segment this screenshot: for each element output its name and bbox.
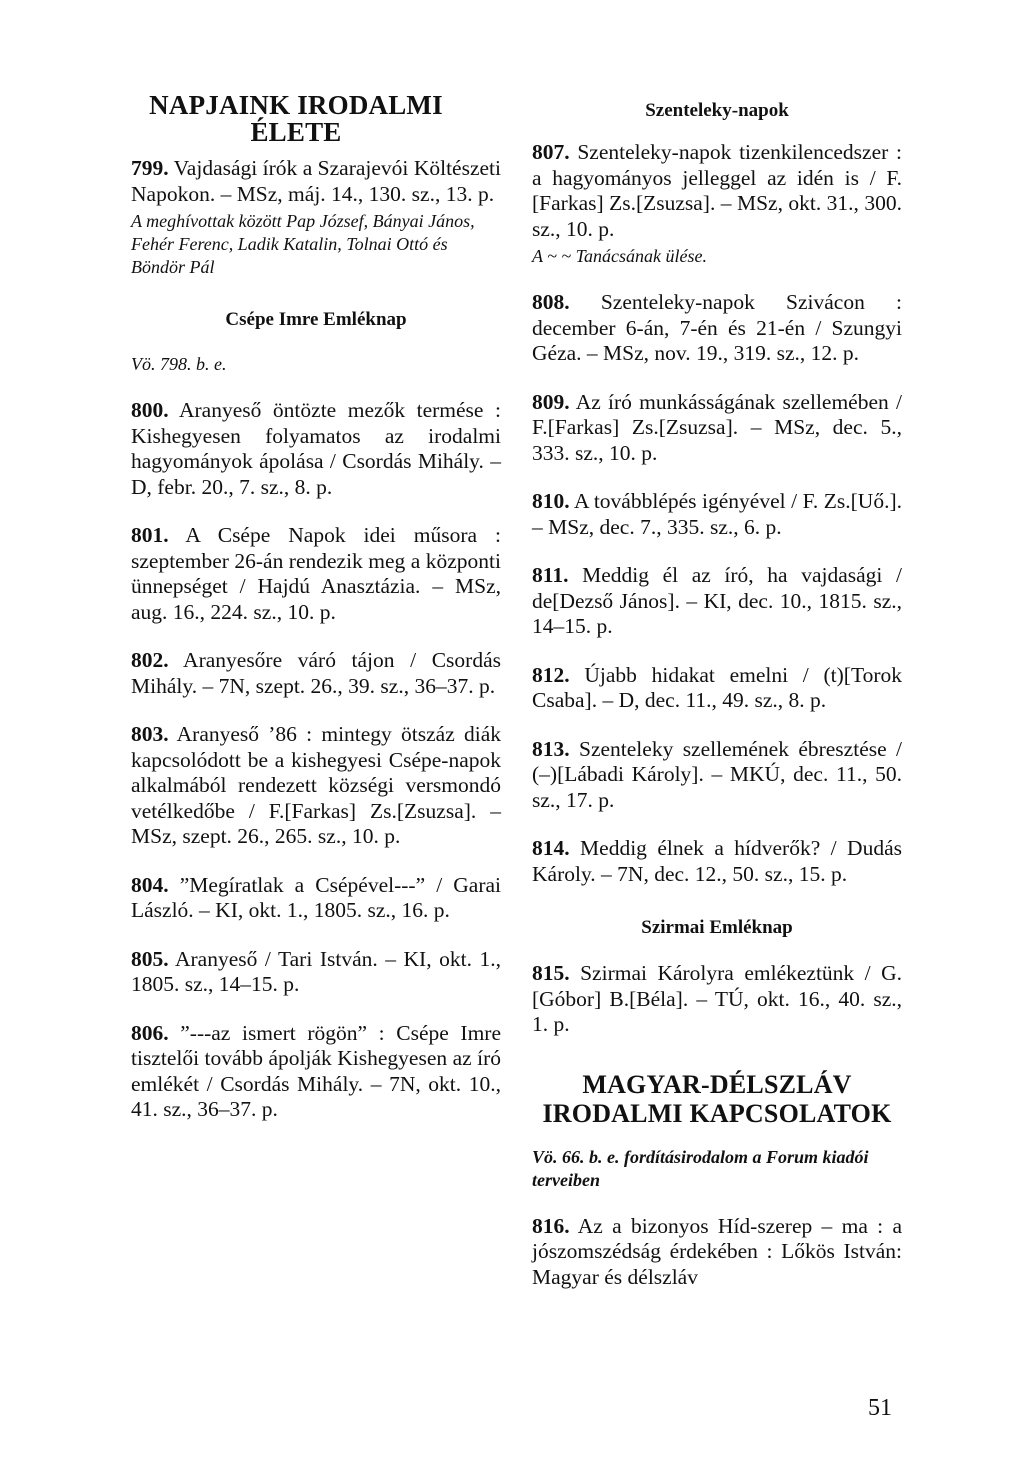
left-column xyxy=(131,92,501,1146)
subheading: Szenteleky-napok xyxy=(645,100,789,121)
entry-text: Szirmai Károlyra emlékeztünk / G.[Góbor] B.[Béla]. – TÚ, okt. 16., 40. sz., 1. p. xyxy=(532,961,902,1036)
entry-text: Vajdasági írók a Szarajevói Költészeti Napokon. – MSz, máj. 14., 130. sz., 13. p. xyxy=(131,156,501,206)
entry-text: Újabb hidakat emelni / (t)[Torok Csaba]. – D, dec. 11., 49. sz., 8. p. xyxy=(532,662,902,712)
entry-number: 803. xyxy=(131,722,169,746)
entry-809 xyxy=(532,390,902,467)
entry-814 xyxy=(532,836,902,887)
entry-text: Szenteleky szellemének ébresztése / (–)[Lábadi Károly]. – MKÚ, dec. 11., 50. sz., 17. p. xyxy=(532,736,902,812)
entry-text: Az a bizonyos Híd-szerep – ma : a jószomszédság érdekében : Lőkös István: Magyar és délszláv xyxy=(532,1213,902,1289)
entry-number: 800. xyxy=(131,398,169,422)
entry-800 xyxy=(131,398,501,500)
cross-reference: Vö. 798. b. e. xyxy=(131,354,227,374)
cross-reference: Vö. 66. b. e. fordításirodalom a Forum kiadói terveiben xyxy=(532,1146,869,1190)
entry-text: Aranyeső öntözte mezők termése : Kishegyesen folyamatos az irodalmi hagyományok ápolása / Csordás Mihály. – D, febr. 20., 7. sz., 8. p. xyxy=(131,398,501,499)
entry-799 xyxy=(131,156,501,207)
page-number: 51 xyxy=(868,1395,892,1421)
entry-text: Aranyeső / Tari István. – KI, okt. 1., 1805. sz., 14–15. p. xyxy=(131,946,501,996)
entry-text: ”---az ismert rögön” : Csépe Imre tisztelői tovább ápolják Kishegyesen az író emlékét / Csordás Mihály. – 7N, okt. 10., 41. sz., 36–37. p. xyxy=(131,1020,501,1121)
entry-text: A Csépe Napok idei műsora : szeptember 26-án rendezik meg a központi ünnepséget / Hajdú Anasztázia. – MSz, aug. 16., 224. sz., 10. p. xyxy=(131,523,501,624)
entry-number: 816. xyxy=(532,1213,570,1238)
entry-number: 801. xyxy=(131,523,169,547)
entry-804 xyxy=(131,873,501,924)
entry-note: A ~ ~ Tanácsának ülése. xyxy=(532,246,707,266)
entry-807 xyxy=(532,140,902,242)
entry-text: Meddig élnek a hídverők? / Dudás Károly. – 7N, dec. 12., 50. sz., 15. p. xyxy=(532,836,902,886)
entry-815 xyxy=(532,961,902,1038)
entry-811 xyxy=(532,563,902,640)
entry-808 xyxy=(532,290,902,367)
entry-806 xyxy=(131,1021,501,1123)
entry-802 xyxy=(131,648,501,699)
entry-text: A továbblépés igényével / F. Zs.[Uő.]. – MSz, dec. 7., 335. sz., 6. p. xyxy=(532,489,902,539)
entry-text: Aranyeső ’86 : mintegy ötszáz diák kapcsolódott be a kishegyesi Csépe-napok alkalmából rendezett községi versmondó vetélkedőbe / F.[Farkas] Zs.[Zsuzsa]. – MSz, szept. 26., 265. sz., 10. p. xyxy=(131,722,501,848)
entry-text: ”Megíratlak a Csépével---” / Garai László. – KI, okt. 1., 1805. sz., 16. p. xyxy=(131,872,501,922)
entry-number: 809. xyxy=(532,389,570,414)
entry-number: 806. xyxy=(131,1020,169,1045)
entry-803 xyxy=(131,722,501,850)
entry-text: Meddig él az író, ha vajdasági / de[Dezső János]. – KI, dec. 10., 1815. sz., 14–15. p. xyxy=(532,563,902,638)
entry-note: A meghívottak között Pap József, Bányai János, Fehér Ferenc, Ladik Katalin, Tolnai Ottó és Böndör Pál xyxy=(131,211,475,277)
entry-number: 804. xyxy=(131,872,169,897)
right-column xyxy=(532,92,902,1313)
entry-801 xyxy=(131,523,501,625)
entry-810 xyxy=(532,489,902,540)
entry-number: 808. xyxy=(532,290,570,314)
entry-number: 802. xyxy=(131,648,169,672)
entry-number: 799. xyxy=(131,156,169,180)
entry-number: 805. xyxy=(131,946,169,971)
entry-text: Az író munkásságának szellemében / F.[Farkas] Zs.[Zsuzsa]. – MSz, dec. 5., 333. sz., 10. p. xyxy=(532,389,902,465)
entry-number: 813. xyxy=(532,736,570,761)
entry-number: 815. xyxy=(532,961,570,985)
entry-805 xyxy=(131,947,501,998)
entry-text: Szenteleky-napok Szivácon : december 6-án, 7-én és 21-én / Szungyi Géza. – MSz, nov. 19., 319. sz., 12. p. xyxy=(532,290,902,365)
entry-number: 811. xyxy=(532,563,569,587)
entry-text: Aranyesőre váró tájon / Csordás Mihály. – 7N, szept. 26., 39. sz., 36–37. p. xyxy=(131,648,501,698)
entry-816 xyxy=(532,1214,902,1291)
entry-text: Szenteleky-napok tizenkilencedszer : a hagyományos jelleggel az idén is / F.[Farkas] Zs.[Zsuzsa]. – MSz, okt. 31., 300. sz., 10. p. xyxy=(532,140,902,241)
entry-number: 807. xyxy=(532,140,570,164)
section-title: MAGYAR-DÉLSZLÁV IRODALMI KAPCSOLATOK xyxy=(542,1069,892,1128)
subheading: Csépe Imre Emléknap xyxy=(225,309,407,330)
entry-number: 810. xyxy=(532,489,570,513)
section-title: NAPJAINK IRODALMI ÉLETE xyxy=(149,90,443,147)
entry-813 xyxy=(532,737,902,814)
entry-number: 814. xyxy=(532,836,570,860)
entry-number: 812. xyxy=(532,662,570,687)
subheading: Szirmai Emléknap xyxy=(641,917,793,938)
entry-812 xyxy=(532,663,902,714)
